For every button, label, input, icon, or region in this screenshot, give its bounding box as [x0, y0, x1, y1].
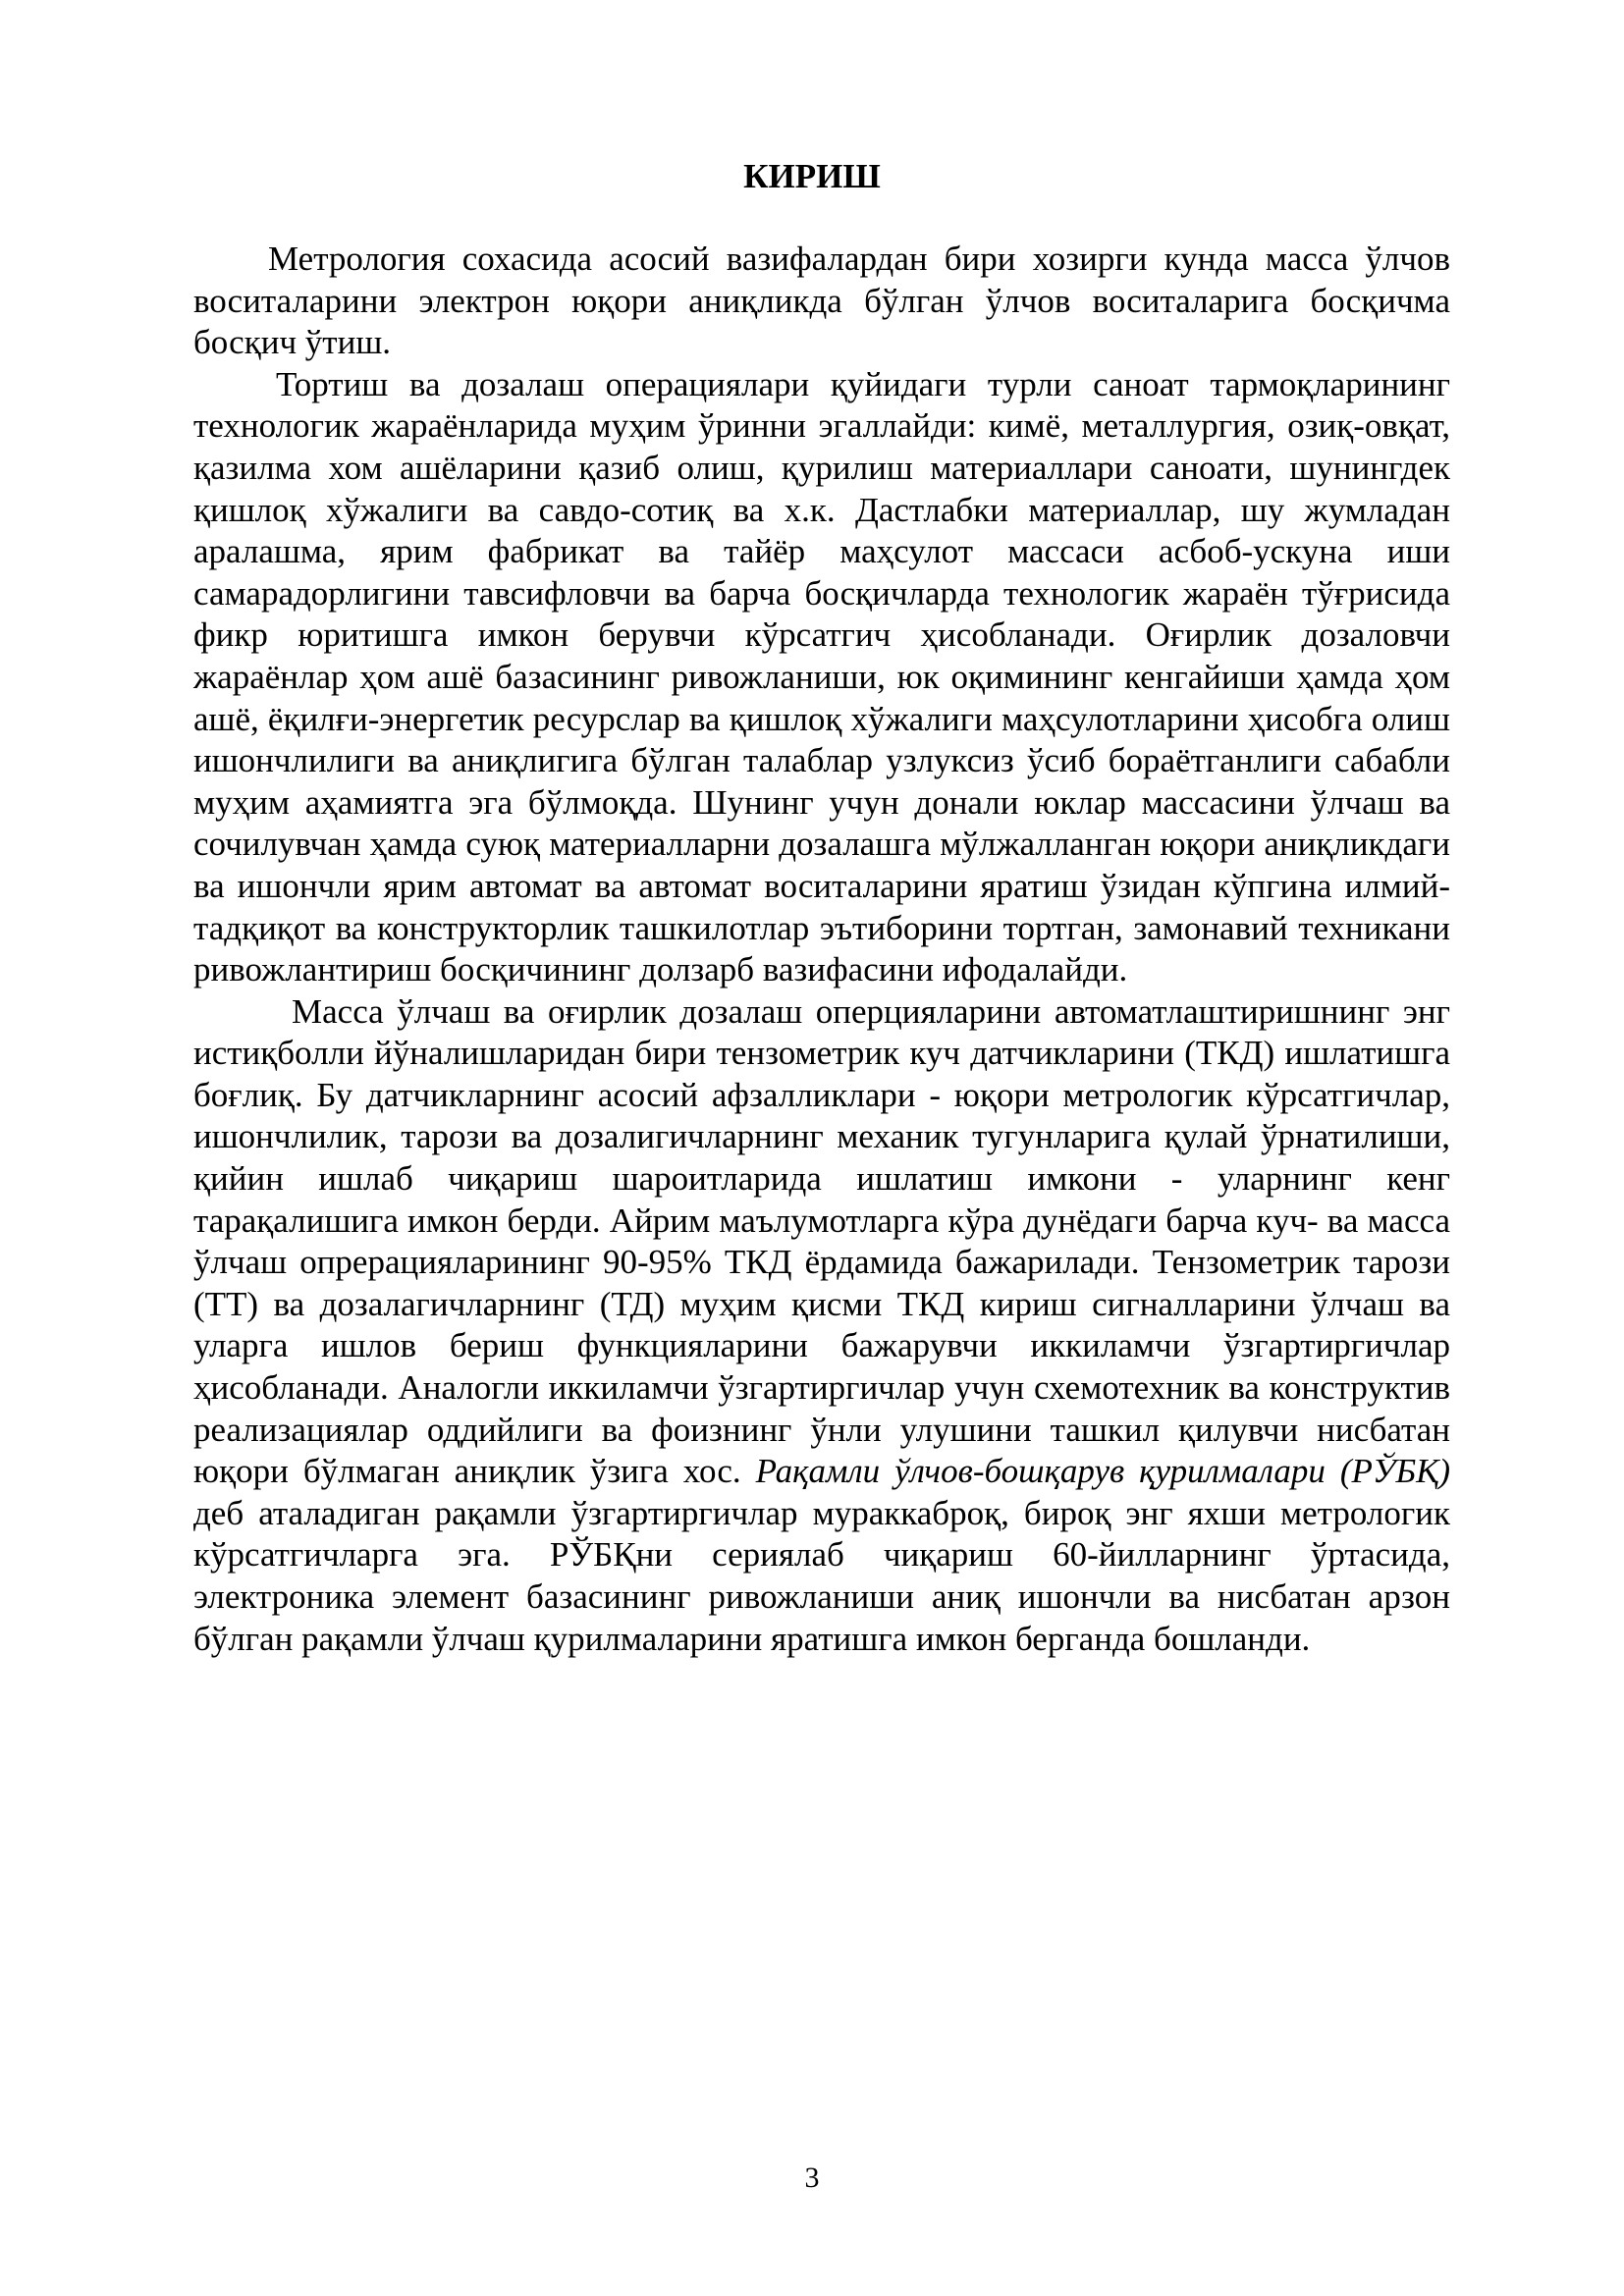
paragraph-1: Метрология сохасида асосий вазифалардан бири хозирги кунда масса ўлчов воситаларини электрон юқори аниқликда бўлган ўлчов воситаларига босқичма босқич ўтиш. [193, 240, 1450, 362]
page-title: КИРИШ [743, 157, 881, 195]
body-text [193, 239, 1450, 1660]
paragraph-3 [193, 991, 1450, 1661]
paragraph-3-italic-term: Рақамли ўлчов-бошқарув қурилмалари (РЎБҚ) [755, 1452, 1450, 1491]
page-number: 3 [804, 2162, 820, 2194]
paragraph-2: Тортиш ва дозалаш операциялари қуйидаги турли саноат тармоқларининг технологик жараёнларида муҳим ўринни эгаллайди: кимё, металлургия, озиқ-овқат, қазилма хом ашёларини қазиб олиш, қурилиш материаллари саноати, шунингдек қишлоқ хўжалиги ва савдо-сотиқ ва х.к. Дастлабки материаллар, шу жумладан аралашма, ярим фабрикат ва тайёр маҳсулот массаси асбоб-ускуна иши самарадорлигини тавсифловчи ва барча босқичларда технологик жараён тўғрисида фикр юритишга имкон берувчи кўрсатгич ҳисобланади. Оғирлик дозаловчи жараёнлар ҳом ашё базасининг ривожланиши, юк оқимининг кенгайиши ҳамда ҳом ашё, ёқилғи-энергетик ресурслар ва қишлоқ хўжалиги маҳсулотларини ҳисобга олиш ишончлилиги ва аниқлигига бўлган талаблар узлуксиз ўсиб бораётганлиги сабабли муҳим аҳамиятга эга бўлмоқда. Шунинг учун донали юклар массасини ўлчаш ва сочилувчан ҳамда суюқ материалларни дозалашга мўлжалланган юқори аниқликдаги ва ишончли ярим автомат ва автомат воситаларини яратиш ўзидан кўпгина илмий-тадқиқот ва конструкторлик ташкилотлар эътиборини тортган, замонавий техникани ривожлантириш босқичининг долзарб вазифасини ифодалайди. [193, 364, 1450, 989]
paragraph-3-text-end: деб аталадиган рақамли ўзгартиргичлар мураккаброқ, бироқ энг яхши метрологик кўрсатгичларга эга. РЎБҚни сериялаб чиқариш 60-йилларнинг ўртасида, электроника элемент базасининг ривожланиши аниқ ишончли ва нисбатан арзон бўлган рақамли ўлчаш қурилмаларини яратишга имкон берганда бошланди. [193, 1493, 1450, 1658]
paragraph-3-text-start: Масса ўлчаш ва оғирлик дозалаш оперцияларини автоматлаштиришнинг энг истиқболли йўналишларидан бири тензометрик куч датчикларини (ТКД) ишлатишга боғлиқ. Бу датчикларнинг асосий афзалликлари - юқори метрологик кўрсатгичлар, ишончлилик, тарози ва дозалигичларнинг механик тугунларига қулай ўрнатилиши, қийин ишлаб чиқариш шароитларида ишлатиш имкони - уларнинг кенг тарақалишига имкон берди. Айрим маълумотларга кўра дунёдаги барча куч- ва масса ўлчаш опрерацияларининг 90-95% ТКД ёрдамида бажарилади. Тензометрик тарози (ТТ) ва дозалагичларнинг (ТД) муҳим қисми ТКД кириш сигналларини ўлчаш ва уларга ишлов бериш функцияларини бажарувчи иккиламчи ўзгартиргичлар ҳисобланади. Аналогли иккиламчи ўзгартиргичлар учун схемотехник ва конструктив реализациялар оддийлиги ва фоизнинг ўнли улушини ташкил қилувчи нисбатан юқори бўлмаган аниқлик ўзига хос. [193, 991, 1450, 1491]
